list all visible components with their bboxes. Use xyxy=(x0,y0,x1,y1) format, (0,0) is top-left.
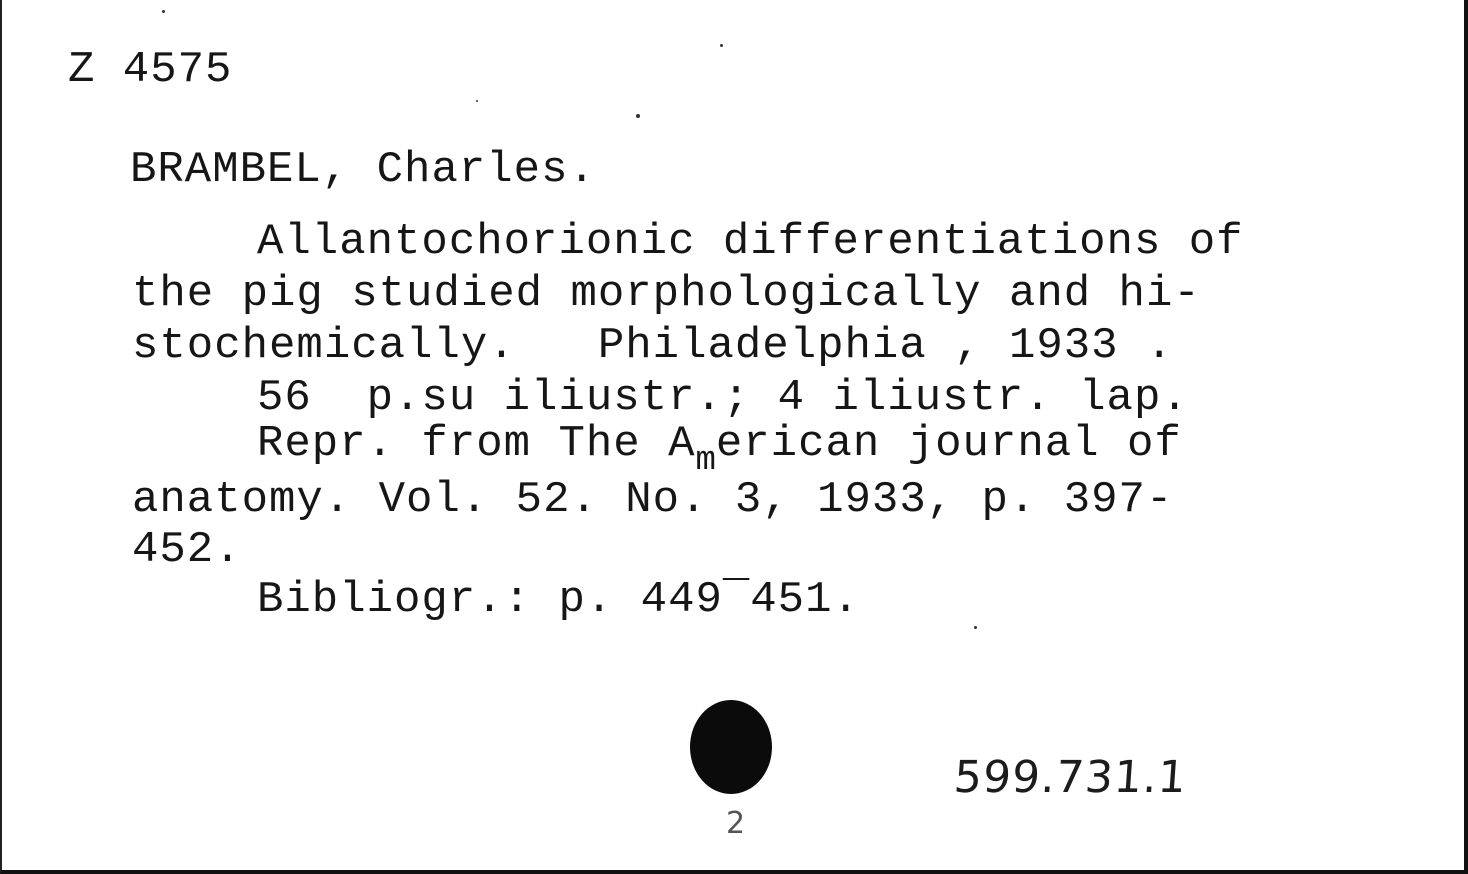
speck xyxy=(476,100,478,102)
speck xyxy=(720,44,723,47)
bibliography-note: Bibliogr.: p. 449‾451. xyxy=(257,575,860,625)
speck xyxy=(974,626,977,629)
title-line-2: the pig studied morphologically and hi- xyxy=(132,269,1201,319)
call-number: Z 4575 xyxy=(68,45,233,95)
title-line-1: Allantochorionic differentiations of xyxy=(257,217,1244,267)
reprint-note-line-2: anatomy. Vol. 52. No. 3, 1933, p. 397- xyxy=(132,475,1174,525)
speck xyxy=(162,10,165,13)
reprint-prefix: Repr. from The A xyxy=(257,419,696,469)
title-line-3: stochemically. Philadelphia , 1933 . xyxy=(132,321,1174,371)
handwritten-classification: 599.731.1 xyxy=(952,752,1189,803)
collation-line: 56 p.su iliustr.; 4 iliustr. lap. xyxy=(257,373,1189,423)
speck xyxy=(636,114,640,118)
reprint-note-line-1 xyxy=(257,419,1182,480)
author-heading: BRAMBEL, Charles. xyxy=(130,145,596,195)
handwritten-mark: 2 xyxy=(726,806,746,841)
punch-hole xyxy=(690,700,772,794)
reprint-note-line-3: 452. xyxy=(132,525,242,575)
reprint-subscript: m xyxy=(695,442,716,480)
reprint-suffix: erican journal of xyxy=(715,419,1182,469)
